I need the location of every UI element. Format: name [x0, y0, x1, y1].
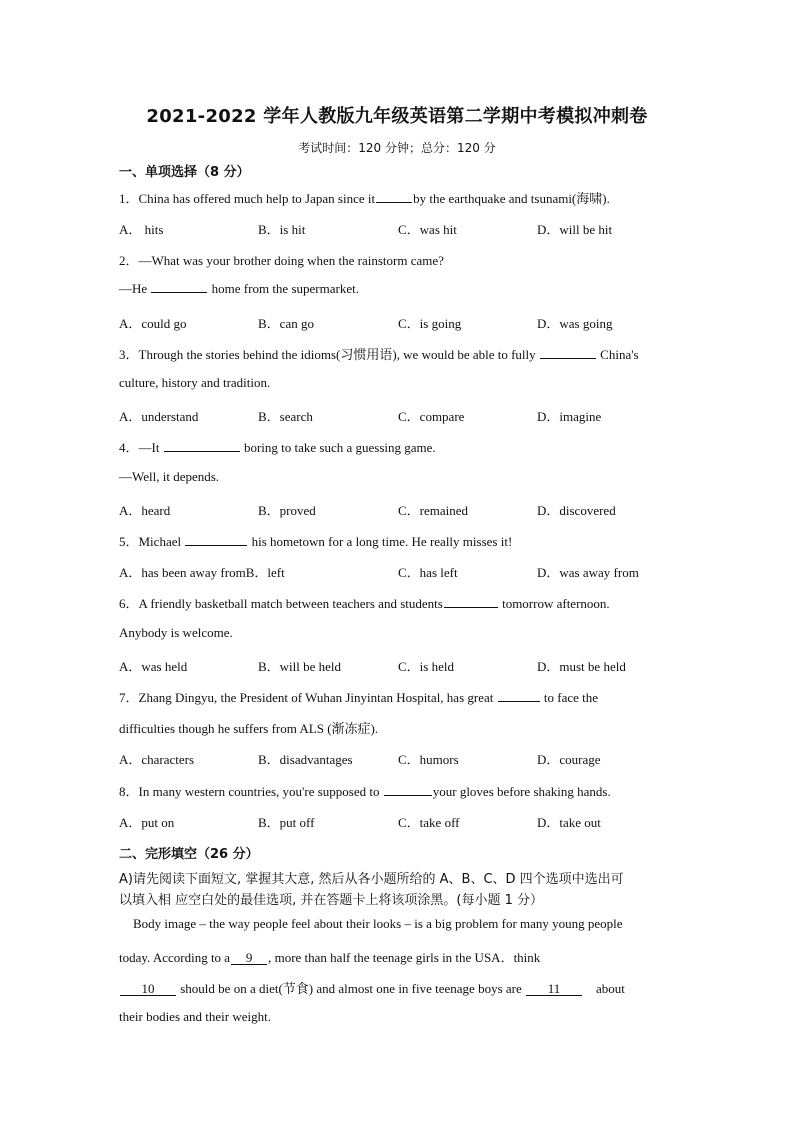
exam-subtitle: 考试时间：120 分钟；总分：120 分: [298, 141, 496, 155]
option-b[interactable]: B．can go: [258, 316, 314, 331]
question-1: 1．China has offered much help to Japan since it by the earthquake and tsunami(海啸).: [119, 191, 610, 206]
passage-line-4: their bodies and their weight.: [119, 1009, 271, 1024]
option-d[interactable]: D．take out: [537, 815, 601, 830]
option-a[interactable]: A． hits: [119, 222, 164, 237]
cloze-blank-9[interactable]: 9: [231, 951, 267, 965]
option-d[interactable]: D．imagine: [537, 409, 602, 424]
option-c[interactable]: C．has left: [398, 565, 458, 580]
option-b[interactable]: B．is hit: [258, 222, 306, 237]
question-4-line2: —Well, it depends.: [119, 469, 220, 484]
exam-title: 2021-2022 学年人教版九年级英语第二学期中考模拟冲刺卷: [146, 106, 648, 127]
option-a[interactable]: A．could go: [119, 316, 187, 331]
option-d[interactable]: D．courage: [537, 752, 601, 767]
option-c[interactable]: C．compare: [398, 409, 465, 424]
option-b[interactable]: B．search: [258, 409, 313, 424]
answer-blank[interactable]: [384, 784, 432, 796]
option-c[interactable]: C．humors: [398, 752, 459, 767]
option-d[interactable]: D．will be hit: [537, 222, 613, 237]
cloze-blank-10[interactable]: 10: [120, 982, 176, 996]
option-a[interactable]: A．put on: [119, 815, 175, 830]
question-8: 8．In many western countries, you're supposed to your gloves before shaking hands.: [119, 784, 611, 799]
answer-blank[interactable]: [444, 596, 498, 608]
answer-blank[interactable]: [376, 191, 412, 203]
question-6: 6．A friendly basketball match between teachers and students tomorrow afternoon.: [119, 596, 610, 611]
option-a[interactable]: A．characters: [119, 752, 195, 767]
section2-instruction-2: 以填入相 应空白处的最佳选项, 并在答题卡上将该项涂黑。(每小题 1 分）: [119, 893, 544, 908]
question-2: 2．—What was your brother doing when the rainstorm came?: [119, 253, 444, 268]
option-c[interactable]: C．was hit: [398, 222, 457, 237]
answer-blank[interactable]: [498, 690, 540, 702]
passage-line-1: Body image – the way people feel about their looks – is a big problem for many young people: [133, 916, 623, 931]
option-c[interactable]: C．is going: [398, 316, 462, 331]
section2-heading: 二、完形填空（26 分）: [119, 847, 259, 862]
section2-instruction-1: A)请先阅读下面短文, 掌握其大意, 然后从各小题所给的 A、B、C、D 四个选项中选出可: [119, 872, 624, 887]
question-2-line2: —He home from the supermarket.: [119, 281, 359, 296]
cloze-blank-11[interactable]: 11: [526, 982, 582, 996]
option-b[interactable]: B．proved: [258, 503, 316, 518]
option-d[interactable]: D．must be held: [537, 659, 626, 674]
option-a[interactable]: A．understand: [119, 409, 199, 424]
question-5: 5．Michael his hometown for a long time. He really misses it!: [119, 534, 513, 549]
option-c[interactable]: C．take off: [398, 815, 460, 830]
option-c[interactable]: C．is held: [398, 659, 454, 674]
question-7: 7．Zhang Dingyu, the President of Wuhan Jinyintan Hospital, has great to face the: [119, 690, 599, 705]
section1-heading: 一、单项选择（8 分）: [119, 165, 250, 180]
option-d[interactable]: D．was away from: [537, 565, 639, 580]
answer-blank[interactable]: [540, 347, 596, 359]
question-7-line2: difficulties though he suffers from ALS (渐冻症).: [119, 721, 379, 736]
option-d[interactable]: D．was going: [537, 316, 613, 331]
answer-blank[interactable]: [151, 281, 207, 293]
answer-blank[interactable]: [164, 440, 240, 452]
passage-line-3: 10 should be on a diet(节食) and almost one in five teenage boys are 11 about: [119, 978, 625, 997]
question-4: 4．—It boring to take such a guessing game.: [119, 440, 436, 455]
option-c[interactable]: C．remained: [398, 503, 469, 518]
option-d[interactable]: D．discovered: [537, 503, 616, 518]
question-3-line2: culture, history and tradition.: [119, 375, 271, 390]
option-a[interactable]: A．was held: [119, 659, 188, 674]
option-b[interactable]: B．put off: [258, 815, 315, 830]
option-b[interactable]: B．will be held: [258, 659, 342, 674]
question-3: 3．Through the stories behind the idioms(习惯用语), we would be able to fully China's: [119, 347, 639, 362]
option-a-b[interactable]: A．has been away fromB．left: [119, 565, 285, 580]
passage-line-2: today. According to a 9 , more than half the teenage girls in the USA．think: [119, 950, 541, 965]
answer-blank[interactable]: [185, 534, 247, 546]
option-a[interactable]: A．heard: [119, 503, 171, 518]
question-6-line2: Anybody is welcome.: [119, 625, 233, 640]
option-b[interactable]: B．disadvantages: [258, 752, 353, 767]
